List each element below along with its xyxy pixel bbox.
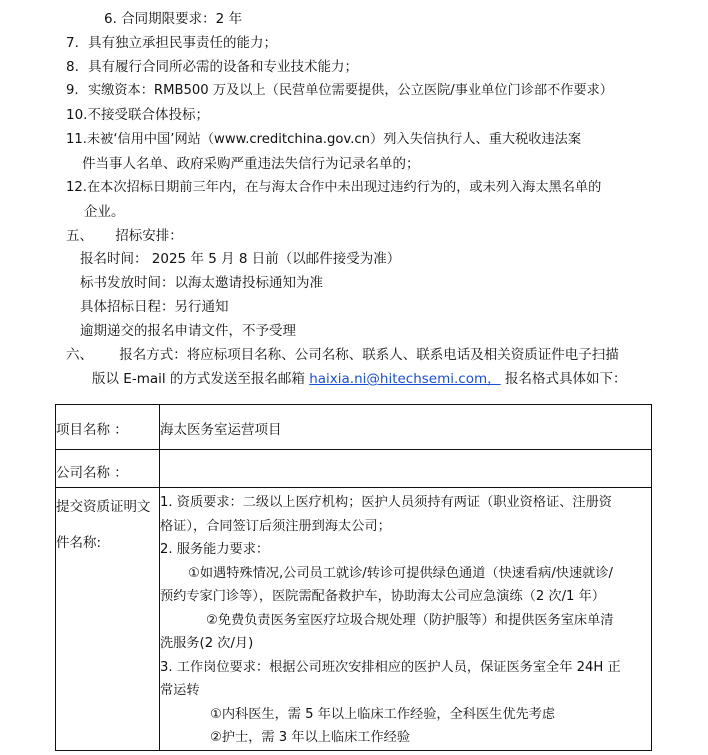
req-9 [66,81,613,101]
section5-heading-text: 招标安排： [115,228,183,244]
req-10 [66,105,209,125]
docs-line: 3. 工作岗位要求：根据公司班次安排相应的医护人员，保证医务室全年 24H 正 [160,659,621,675]
form-row-docs [56,488,652,751]
req-11 [66,130,581,150]
project-label: 项目名称 ： [56,405,160,450]
company-label: 公司名称 ： [56,450,160,488]
section6-line2-pre: 版以 E-mail 的方式发送至报名邮箱 [92,371,310,387]
section6-heading-num: 六、 [66,347,93,363]
req-12-cont [84,202,125,222]
section6-line2 [92,369,626,389]
req-12 [66,178,601,198]
req-7-text: 具有独立承担民事责任的能力； [88,35,277,51]
docs-line: 洗服务(2 次/月) [160,636,254,651]
req-8-num: 8. [66,59,79,75]
docs-label-line-1: 提交资质证明文 [56,499,151,515]
req-12-text: 在本次招标日期前三年内，在与海太合作中未出现过违约行为的，或未列入海太黑名单的 [86,180,602,195]
req-12-cont-text: 企业。 [84,204,125,220]
section6-line1-text: 报名方式：将应标项目名称、公司名称、联系人、联系电话及相关资质证件电子扫描 [119,347,619,363]
req-11-text: 未被‘信用中国’网站（www.creditchina.gov.cn）列入失信执行人、重大税收违法案 [86,132,582,147]
docs-line: ①内科医生，需 5 年以上临床工作经验，全科医生优先考虑 [210,706,556,722]
section5-heading-num: 五、 [66,228,93,244]
form-row-company [56,450,652,488]
req-12-num: 12. [66,180,87,195]
req-11-cont [82,154,420,174]
req-9-text: 实缴资本：RMB500 万及以上（民营单位需要提供，公立医院/事业单位门诊部不作要求） [88,83,613,98]
section6-line1 [66,345,619,365]
docs-line: 2. 服务能力要求： [160,542,270,557]
section5-item-2: 标书发放时间：以海太邀请投标通知为准 [80,275,323,291]
docs-line: 格证），合同签订后须注册到海太公司； [160,518,391,534]
req-11-cont-text: 件当事人名单、政府采购严重违法失信行为记录名单的； [82,156,420,172]
form-row-project [56,405,652,450]
section5-item-3: 具体招标日程：另行通知 [80,299,229,315]
docs-label [56,488,160,751]
section5-item-1: 报名时间： 2025 年 5 月 8 日前（以邮件接受为准） [80,251,401,267]
req-9-num: 9. [66,83,79,98]
docs-line: ①如遇特殊情况,公司员工就诊/转诊可提供绿色通道（快速看病/快速就诊/ [188,565,613,581]
req-11-num: 11. [66,132,87,147]
docs-line: ②免费负责医务室医疗垃圾合规处理（防护服等）和提供医务室床单清 [206,612,614,628]
email-link[interactable]: haixia.ni@hitechsemi.com， [309,371,501,387]
docs-line: 预约专家门诊等），医院需配备救护车，协助海太公司应急演练（2 次/1 年） [160,589,606,604]
section6-line2-post: 报名格式具体如下： [500,371,627,387]
req-7 [66,33,277,53]
application-form-table [55,404,652,751]
docs-line: 常运转 [160,683,200,698]
req-7-num: 7. [66,35,79,51]
docs-line: ②护士，需 3 年以上临床工作经验 [210,730,411,745]
section5-heading [66,226,183,246]
req-6-num: 6. [104,11,117,27]
req-10-num: 10. [66,107,88,123]
req-6 [104,9,242,29]
docs-line: 1. 资质要求：二级以上医疗机构；医护人员须持有两证（职业资格证、注册资 [160,495,612,510]
docs-content [160,488,652,751]
docs-label-line-2: 件名称: [56,534,102,551]
req-8 [66,57,358,77]
section5-item-4: 逾期递交的报名申请文件，不予受理 [80,323,296,339]
req-6-text: 合同期限要求：2 年 [121,11,243,27]
req-8-text: 具有履行合同所必需的设备和专业技术能力； [88,59,358,75]
company-value[interactable] [160,450,652,488]
project-value: 海太医务室运营项目 [160,405,652,450]
req-10-text: 不接受联合体投标； [87,107,209,123]
